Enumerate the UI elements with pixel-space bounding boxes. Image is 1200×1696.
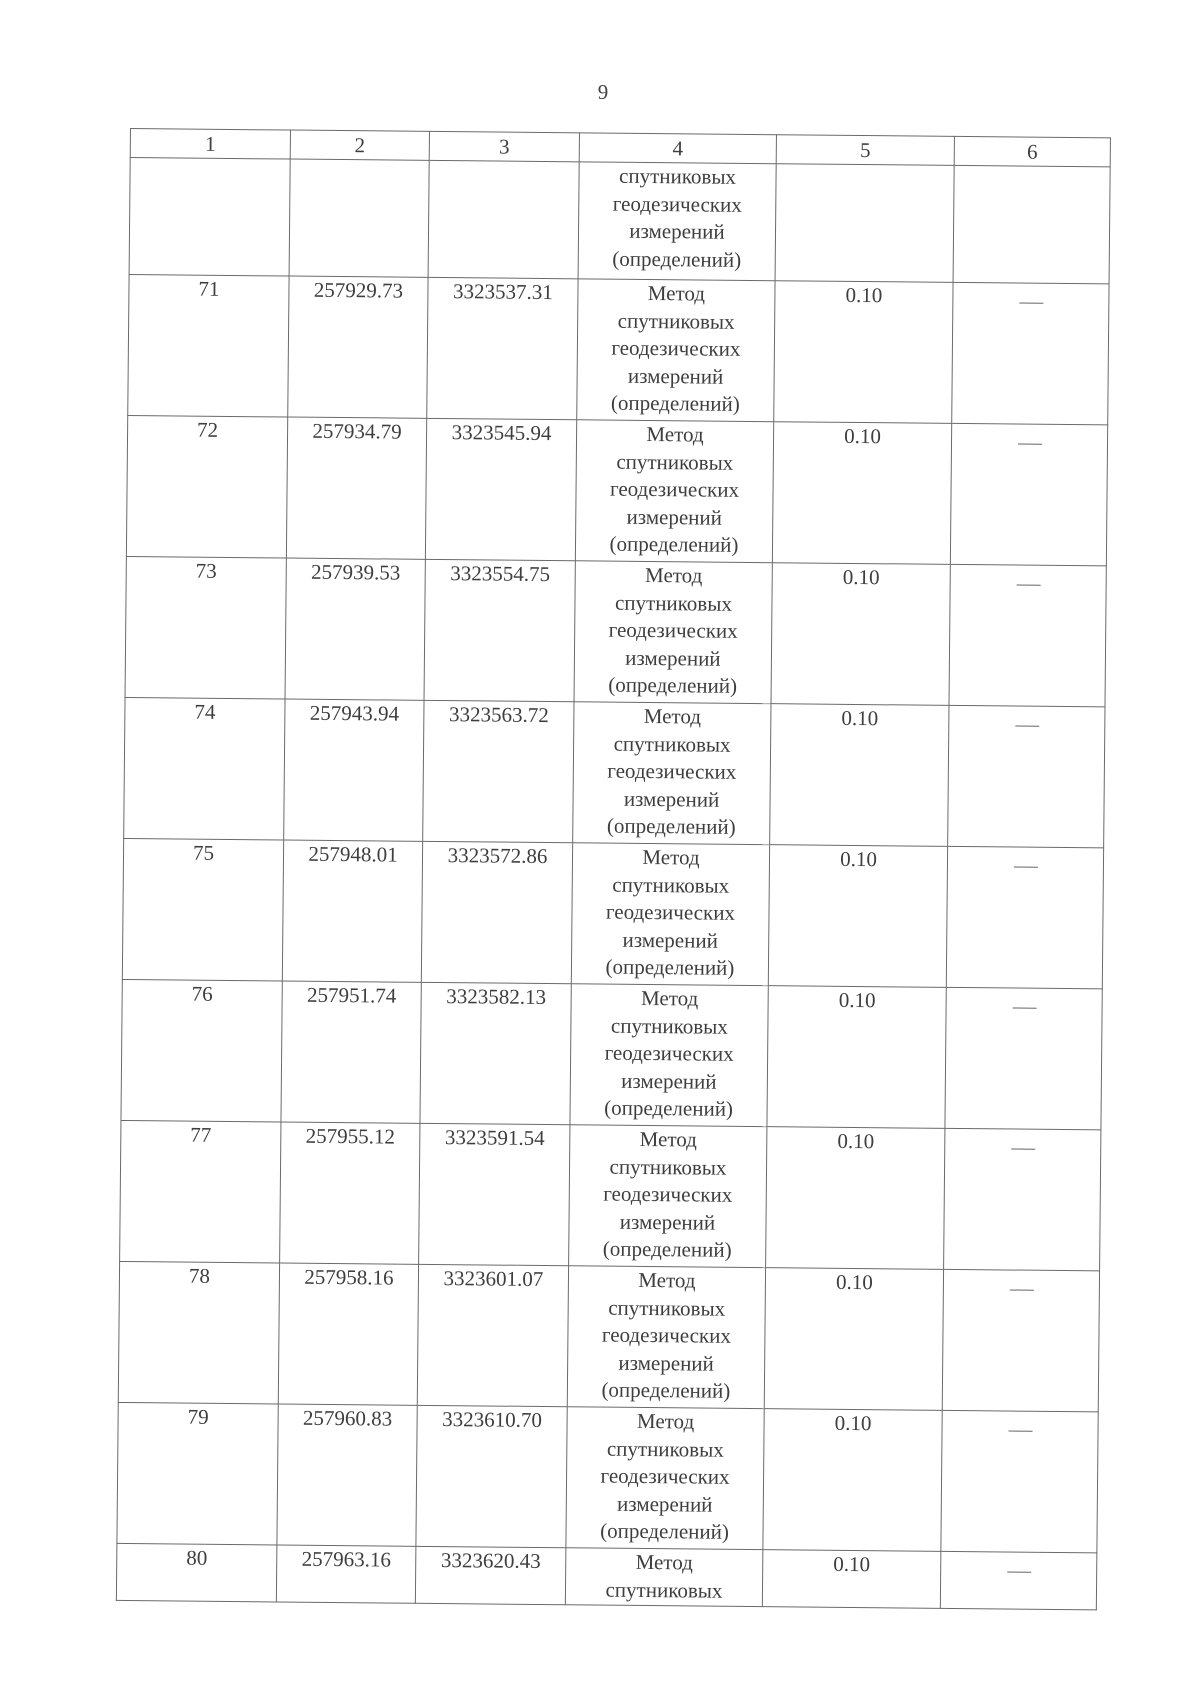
header-cell: 3 (429, 131, 579, 161)
x-coordinate-cell: 257951.74 (281, 981, 421, 1123)
method-line: измерений (622, 927, 719, 953)
method-line: (определений) (609, 531, 739, 557)
method-cell (570, 984, 768, 1127)
method-line: (определений) (600, 1518, 730, 1544)
method-line: спутниковых (608, 1295, 726, 1321)
method-cell (565, 1548, 763, 1607)
method-line: измерений (626, 504, 723, 530)
method-line: Метод (647, 280, 706, 306)
point-number-cell: 76 (121, 979, 282, 1122)
dash-mark (1019, 303, 1043, 304)
method-line: Метод (645, 562, 703, 588)
method-line: Метод (640, 985, 699, 1011)
method-line: геодезических (611, 335, 741, 361)
method-cell (566, 1407, 764, 1550)
method-line: (определений) (612, 246, 742, 272)
method-line: геодезических (600, 1463, 730, 1489)
x-coordinate-cell: 257943.94 (284, 699, 424, 841)
table-row (128, 274, 1109, 424)
method-line: Метод (636, 1408, 695, 1434)
point-number-cell: 71 (128, 274, 289, 417)
method-line: спутниковых (614, 590, 733, 616)
x-coordinate-cell: 257934.79 (286, 417, 426, 559)
table-row (121, 979, 1102, 1129)
method-line: геодезических (605, 899, 736, 925)
header-cell: 2 (290, 130, 429, 160)
dash-mark (1007, 1572, 1031, 1573)
table-row (125, 556, 1106, 706)
method-line: спутниковых (617, 308, 735, 334)
dash-mark (1008, 1431, 1032, 1432)
method-line: Метод (643, 703, 702, 729)
point-number-cell: 78 (118, 1261, 279, 1404)
method-line: спутниковых (605, 1577, 723, 1603)
note-cell (946, 846, 1103, 988)
point-number-cell: 77 (120, 1120, 281, 1263)
empty-cell (953, 165, 1110, 283)
empty-cell (775, 164, 954, 283)
dash-mark (1015, 726, 1039, 727)
method-cell (574, 561, 772, 704)
header-cell: 4 (579, 133, 776, 164)
table-row (118, 1261, 1099, 1411)
note-cell (949, 564, 1106, 706)
method-line: (определений) (604, 1095, 734, 1121)
note-cell (940, 1551, 1097, 1609)
method-line: (определений) (608, 672, 738, 698)
dash-mark (1016, 585, 1040, 586)
method-line: измерений (625, 645, 721, 671)
method-line: геодезических (607, 758, 737, 784)
y-coordinate-cell: 3323572.86 (421, 841, 572, 983)
note-cell (945, 987, 1102, 1129)
y-coordinate-cell: 3323563.72 (423, 700, 574, 842)
method-line: спутниковых (612, 872, 730, 898)
table-row (120, 1120, 1101, 1270)
method-cell (577, 279, 775, 422)
y-coordinate-cell: 3323582.13 (420, 982, 571, 1124)
accuracy-cell: 0.10 (771, 563, 950, 706)
x-coordinate-cell: 257929.73 (288, 276, 428, 418)
x-coordinate-cell: 257960.83 (277, 1404, 417, 1546)
method-line: спутниковых (619, 163, 737, 189)
method-line: измерений (619, 1209, 716, 1235)
method-line: (определений) (606, 813, 736, 839)
x-coordinate-cell: 257963.16 (276, 1545, 416, 1603)
accuracy-cell: 0.10 (763, 1409, 942, 1552)
dash-mark (1011, 1149, 1035, 1150)
method-line: (определений) (610, 390, 740, 416)
point-number-cell: 79 (117, 1402, 278, 1545)
note-cell (952, 282, 1109, 424)
point-number-cell: 80 (116, 1543, 277, 1602)
note-cell (942, 1269, 1099, 1411)
dash-mark (1009, 1290, 1033, 1291)
table-row (116, 1543, 1097, 1609)
method-cell (567, 1266, 765, 1409)
y-coordinate-cell: 3323554.75 (424, 559, 575, 701)
point-number-cell: 73 (125, 556, 286, 699)
method-line: спутниковых (606, 1436, 724, 1462)
accuracy-cell: 0.10 (764, 1268, 943, 1411)
method-line: геодезических (604, 1040, 734, 1066)
dash-mark (1012, 1008, 1036, 1009)
y-coordinate-cell: 3323620.43 (415, 1546, 566, 1604)
method-line: спутниковых (610, 1013, 728, 1039)
note-cell (950, 423, 1107, 565)
table-row (124, 697, 1105, 847)
header-cell: 5 (776, 135, 954, 166)
empty-cell (289, 159, 429, 277)
continuation-row (129, 158, 1110, 284)
method-line: геодезических (608, 617, 738, 643)
coordinates-table-wrapper (116, 128, 1110, 1610)
method-cell (569, 1125, 767, 1268)
method-cell (578, 162, 776, 281)
method-line: (определений) (601, 1377, 731, 1403)
method-line: измерений (618, 1350, 714, 1376)
method-line: Метод (642, 844, 700, 870)
accuracy-cell: 0.10 (772, 422, 951, 565)
dash-mark (1018, 444, 1042, 445)
method-line: Метод (635, 1549, 693, 1575)
method-line: (определений) (602, 1236, 732, 1262)
table-row (126, 415, 1107, 565)
empty-cell (428, 160, 579, 278)
method-line: спутниковых (609, 1154, 727, 1180)
header-cell: 1 (130, 129, 290, 160)
y-coordinate-cell: 3323610.70 (416, 1405, 567, 1547)
point-number-cell: 75 (122, 838, 283, 981)
accuracy-cell: 0.10 (770, 704, 949, 847)
y-coordinate-cell: 3323545.94 (425, 418, 576, 560)
method-line: измерений (623, 786, 720, 812)
x-coordinate-cell: 257948.01 (282, 840, 422, 982)
method-line: геодезических (603, 1181, 733, 1207)
method-cell (571, 843, 769, 986)
point-number-cell: 74 (124, 697, 285, 840)
coordinates-table (116, 128, 1111, 1610)
accuracy-cell: 0.10 (762, 1550, 941, 1609)
page-number: 9 (597, 80, 609, 104)
accuracy-cell: 0.10 (774, 281, 953, 424)
method-cell (575, 420, 773, 563)
method-line: геодезических (612, 191, 742, 217)
method-line: измерений (621, 1068, 717, 1094)
accuracy-cell: 0.10 (767, 986, 946, 1129)
x-coordinate-cell: 257958.16 (278, 1263, 418, 1405)
method-line: спутниковых (616, 449, 734, 475)
method-line: спутниковых (613, 731, 731, 757)
table-row (117, 1402, 1098, 1552)
accuracy-cell: 0.10 (766, 1127, 945, 1270)
method-line: Метод (638, 1267, 696, 1293)
method-line: Метод (646, 421, 704, 447)
note-cell (941, 1410, 1098, 1552)
method-line: измерений (629, 218, 725, 244)
y-coordinate-cell: 3323537.31 (427, 277, 578, 419)
y-coordinate-cell: 3323591.54 (419, 1123, 570, 1265)
method-cell (573, 702, 771, 845)
method-line: Метод (639, 1126, 698, 1152)
method-line: геодезических (601, 1322, 732, 1348)
table-row (122, 838, 1103, 988)
method-line: геодезических (609, 476, 740, 502)
method-line: (определений) (605, 954, 735, 980)
method-line: измерений (627, 363, 724, 389)
x-coordinate-cell: 257955.12 (280, 1122, 420, 1264)
empty-cell (129, 158, 290, 277)
accuracy-cell: 0.10 (768, 845, 947, 988)
x-coordinate-cell: 257939.53 (285, 558, 425, 700)
note-cell (948, 705, 1105, 847)
y-coordinate-cell: 3323601.07 (417, 1264, 568, 1406)
note-cell (944, 1128, 1101, 1270)
dash-mark (1013, 867, 1037, 868)
method-line: измерений (617, 1491, 713, 1517)
point-number-cell: 72 (126, 415, 287, 558)
header-cell: 6 (954, 136, 1110, 166)
